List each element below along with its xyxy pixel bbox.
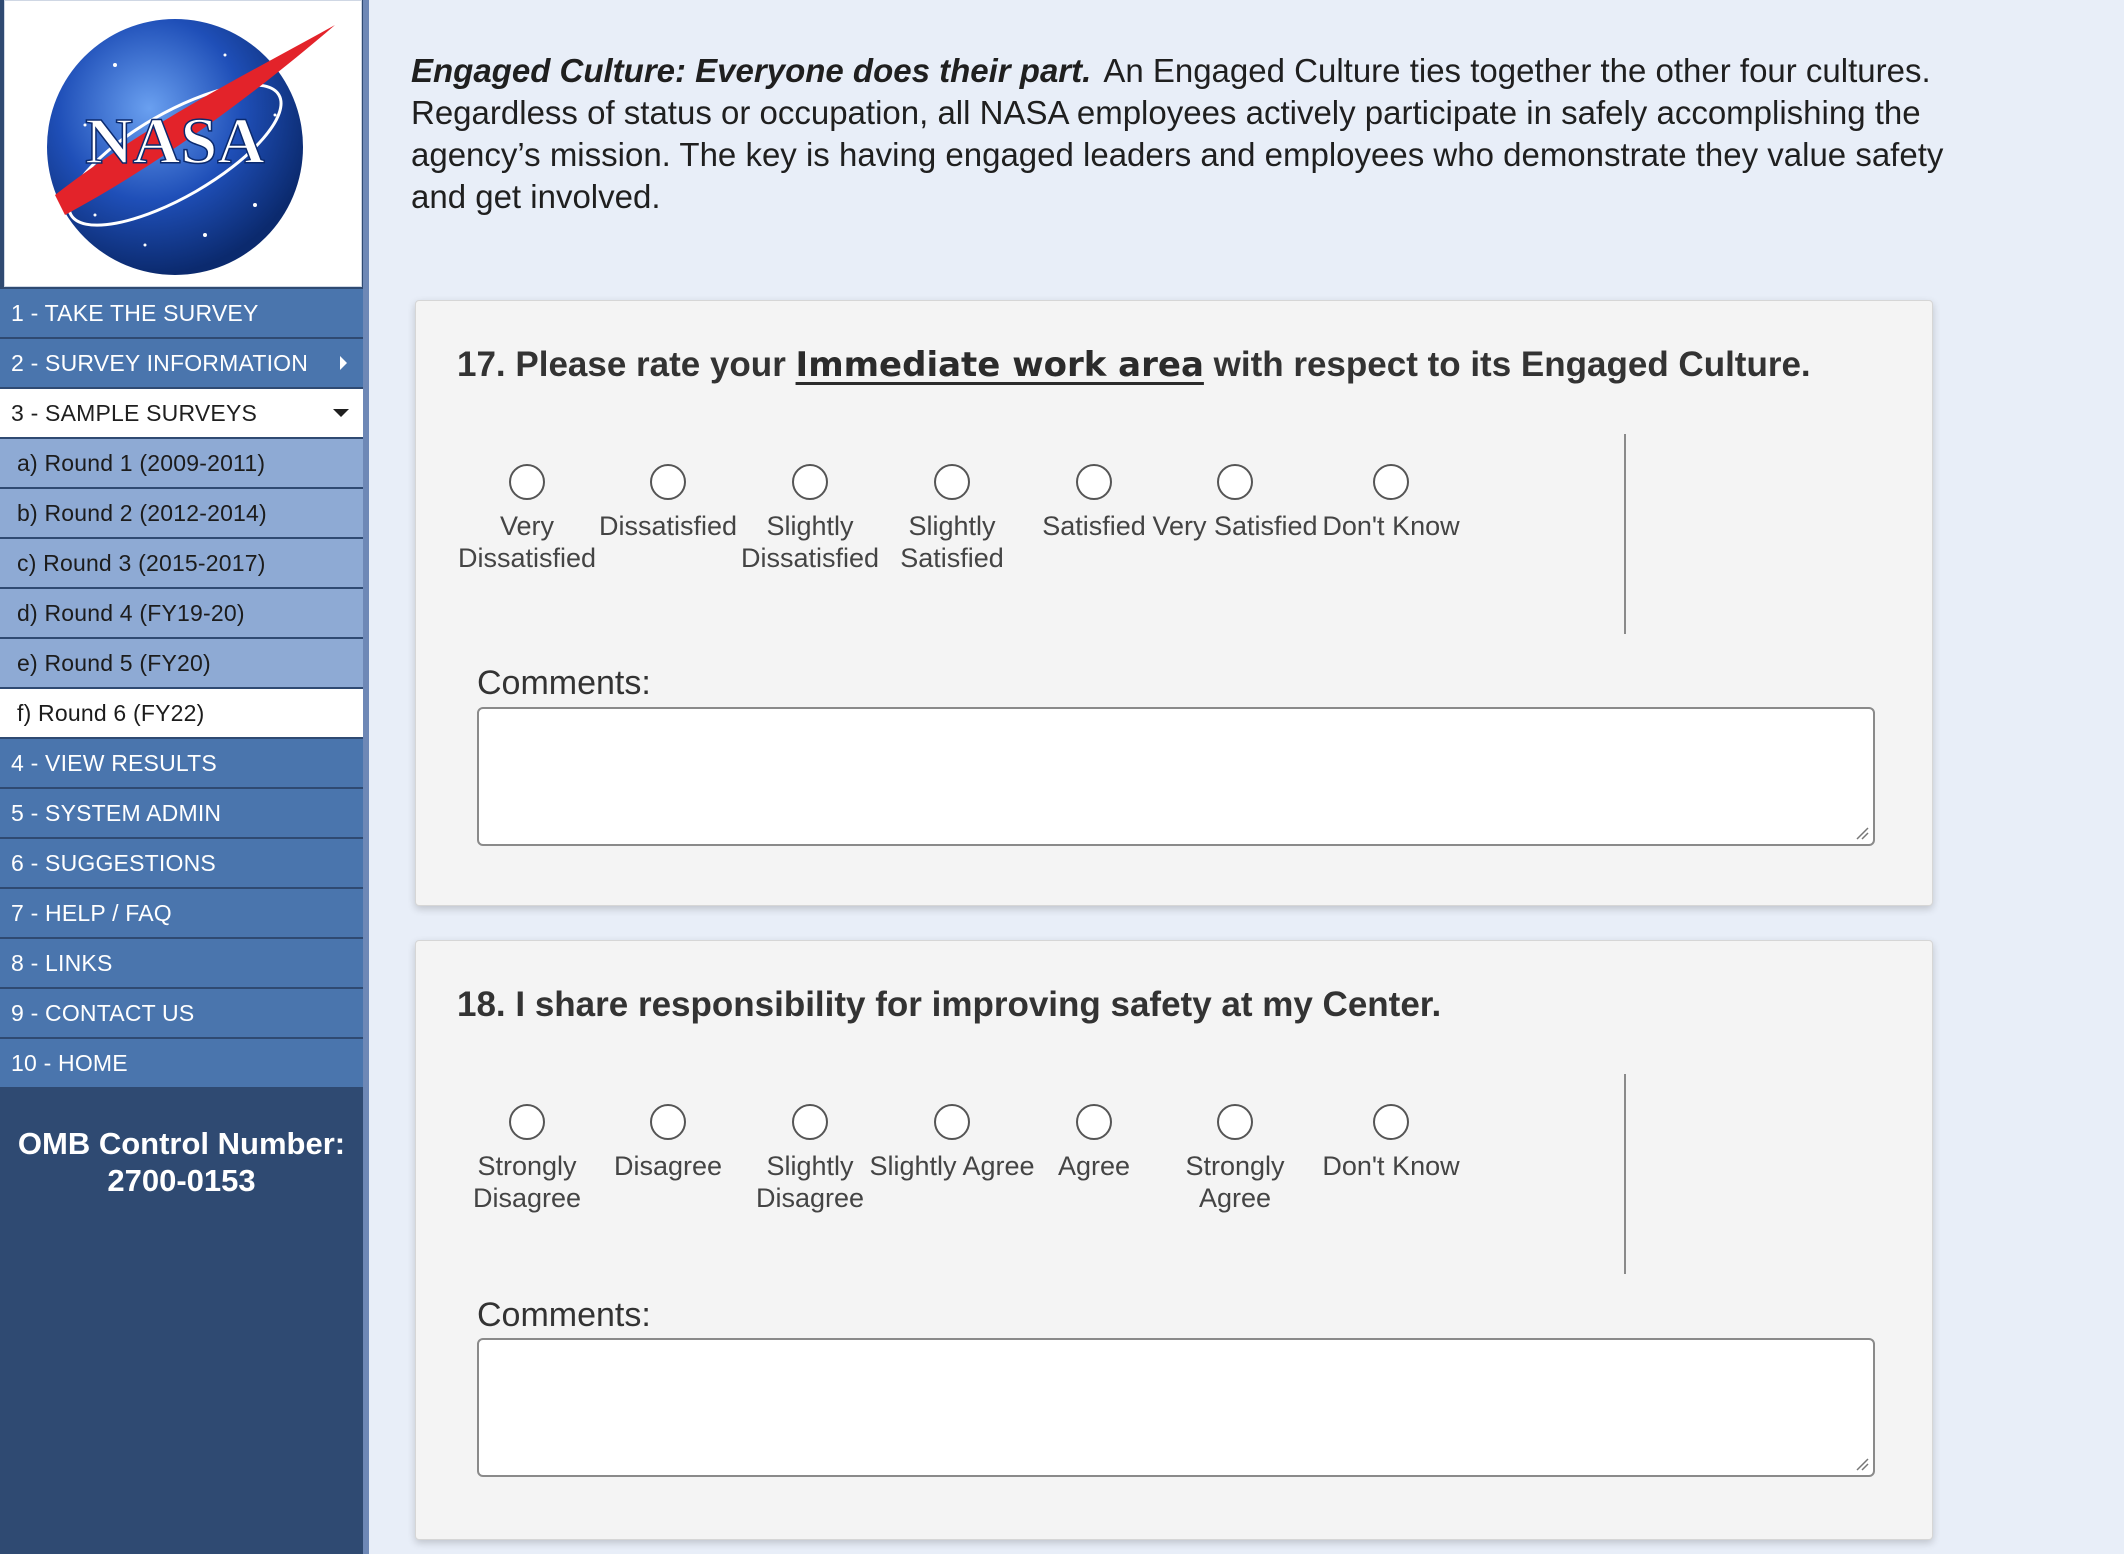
question-18-comments-input[interactable] (477, 1338, 1875, 1477)
option-label: Satisfied (1042, 511, 1146, 541)
sidebar-nav-item-15[interactable] (0, 989, 363, 1037)
sidebar-nav-item-1[interactable] (0, 289, 363, 337)
option-label: Very Satisfied (1152, 511, 1318, 541)
sidebar-nav-item-6[interactable] (0, 539, 363, 587)
question-17-comments-label: Comments: (477, 664, 651, 702)
question-18-comments-label: Comments: (477, 1296, 651, 1334)
sidebar-nav-item-16[interactable] (0, 1039, 363, 1087)
intro-lead: Engaged Culture: Everyone does their part. (411, 52, 1092, 89)
sidebar-nav-item-8[interactable] (0, 639, 363, 687)
radio-button[interactable] (509, 464, 545, 500)
option-label: Agree (1057, 1151, 1131, 1181)
sidebar-nav-item-13[interactable] (0, 889, 363, 937)
sidebar-nav-item-11[interactable] (0, 789, 363, 837)
option-label: Don't Know (1322, 511, 1460, 541)
nasa-meatball-icon (25, 5, 343, 283)
sidebar-nav-item-label: 7 - HELP / FAQ (11, 899, 172, 926)
sidebar-nav-item-4[interactable] (0, 439, 363, 487)
omb-control-number (0, 1125, 363, 1199)
omb-label: OMB Control Number: (17, 1126, 346, 1161)
sidebar-nav-item-label: c) Round 3 (2015-2017) (17, 549, 266, 576)
question-18-card (415, 940, 1933, 1540)
option-label: Slightly Dissatisfied (740, 511, 880, 573)
sidebar-nav-item-label: 2 - SURVEY INFORMATION (11, 349, 309, 376)
radio-button[interactable] (1076, 464, 1112, 500)
intro-paragraph (411, 50, 1971, 218)
radio-button[interactable] (934, 464, 970, 500)
q17-option-6[interactable] (1150, 464, 1320, 542)
option-label: Dissatisfied (598, 511, 738, 541)
option-label: Slightly Agree (869, 1151, 1035, 1181)
sidebar-nav-item-label: 1 - TAKE THE SURVEY (11, 299, 259, 326)
chevron-right-icon (340, 356, 347, 370)
nasa-logo[interactable] (4, 0, 362, 287)
sidebar-nav-item-14[interactable] (0, 939, 363, 987)
caret-down-icon (333, 409, 349, 417)
sidebar-nav-item-12[interactable] (0, 839, 363, 887)
radio-button[interactable] (509, 1104, 545, 1140)
radio-button[interactable] (1373, 464, 1409, 500)
q18-option-dont-know[interactable] (1306, 1104, 1476, 1182)
sidebar-nav-item-label: b) Round 2 (2012-2014) (17, 499, 267, 526)
radio-button[interactable] (1076, 1104, 1112, 1140)
option-label: Strongly Agree (1185, 1151, 1285, 1213)
sidebar-nav-item-label: a) Round 1 (2009-2011) (17, 449, 266, 476)
q17-option-dont-know[interactable] (1306, 464, 1476, 542)
resize-grip-icon[interactable] (1855, 1457, 1869, 1471)
question-17-highlight: Immediate work area (795, 345, 1204, 385)
question-17-title: 17. Please rate your Immediate work area with respect to its Engaged Culture. (457, 345, 1811, 385)
resize-grip-icon[interactable] (1855, 826, 1869, 840)
sidebar-nav-item-3[interactable] (0, 389, 363, 437)
sidebar-nav-item-label: e) Round 5 (FY20) (17, 649, 211, 676)
sidebar-nav-item-label: d) Round 4 (FY19-20) (17, 599, 245, 626)
radio-button[interactable] (1217, 1104, 1253, 1140)
radio-button[interactable] (650, 1104, 686, 1140)
question-17-card (415, 300, 1933, 906)
sidebar-nav-item-label: 4 - VIEW RESULTS (11, 749, 217, 776)
sidebar-nav-item-label: 3 - SAMPLE SURVEYS (11, 399, 258, 426)
question-18-title: 18. I share responsibility for improving safety at my Center. (457, 985, 1442, 1024)
question-17-options (416, 464, 1932, 674)
radio-button[interactable] (792, 1104, 828, 1140)
sidebar-nav-item-9[interactable] (0, 689, 363, 737)
sidebar-nav (0, 289, 363, 1089)
radio-button[interactable] (792, 464, 828, 500)
sidebar-nav-item-label: 9 - CONTACT US (11, 999, 195, 1026)
intro-body: An Engaged Culture ties together the other four cultures. Regardless of status or occupation, all NASA employees actively participate in safely accomplishing the agency’s mission. The key is having engaged leaders and employees who demonstrate they value safety and get involved. (411, 52, 1944, 215)
omb-number: 2700-0153 (107, 1163, 256, 1198)
option-label: Very Dissatisfied (457, 511, 597, 573)
option-label: Slightly Disagree (755, 1151, 865, 1213)
sidebar-nav-item-label: 6 - SUGGESTIONS (11, 849, 216, 876)
sidebar-nav-item-7[interactable] (0, 589, 363, 637)
option-label: Slightly Satisfied (900, 511, 1004, 573)
svg-text:NASA: NASA (85, 105, 265, 178)
radio-button[interactable] (650, 464, 686, 500)
option-label: Disagree (613, 1151, 723, 1181)
radio-button[interactable] (934, 1104, 970, 1140)
question-17-comments-input[interactable] (477, 707, 1875, 846)
sidebar-nav-item-label: 5 - SYSTEM ADMIN (11, 799, 222, 826)
sidebar-nav-item-label: f) Round 6 (FY22) (17, 699, 205, 726)
sidebar-nav-item-2[interactable] (0, 339, 363, 387)
option-label: Don't Know (1322, 1151, 1460, 1181)
radio-button[interactable] (1373, 1104, 1409, 1140)
radio-button[interactable] (1217, 464, 1253, 500)
sidebar-nav-item-label: 8 - LINKS (11, 949, 113, 976)
q18-option-6[interactable] (1150, 1104, 1320, 1214)
options-divider (1624, 434, 1626, 634)
sidebar-nav-item-label: 10 - HOME (11, 1049, 128, 1076)
question-18-options (416, 1104, 1932, 1314)
options-divider (1624, 1074, 1626, 1274)
option-label: Strongly Disagree (472, 1151, 582, 1213)
sidebar (0, 0, 369, 1554)
sidebar-nav-item-5[interactable] (0, 489, 363, 537)
sidebar-nav-item-10[interactable] (0, 739, 363, 787)
